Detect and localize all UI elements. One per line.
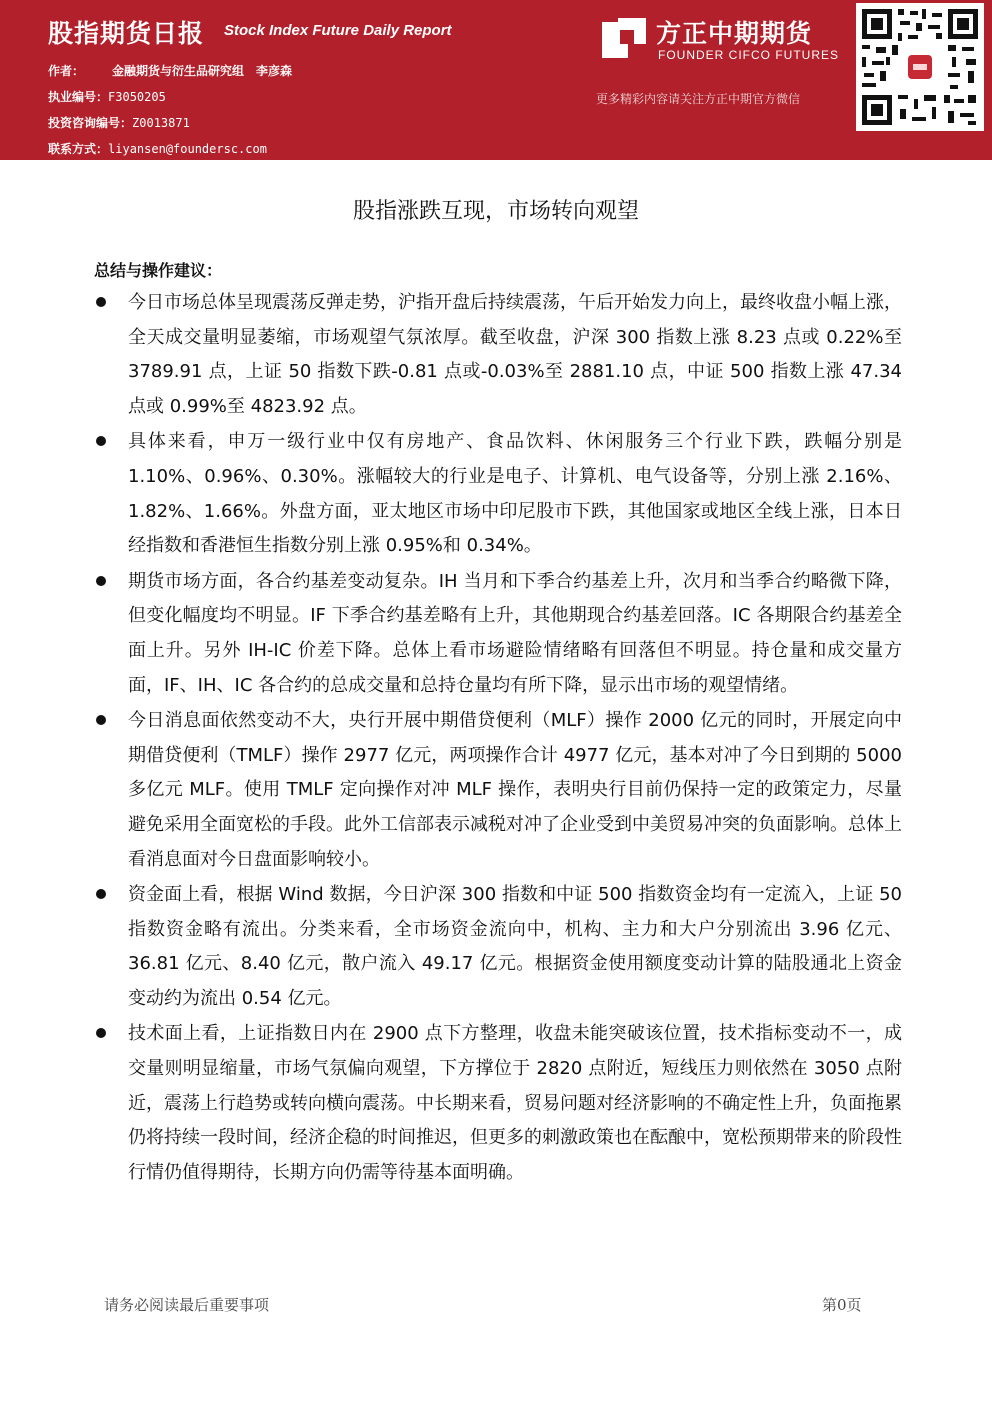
section-heading: 总结与操作建议： (94, 261, 223, 280)
brand-name-cn: 方正中期期货 (656, 19, 813, 48)
bullet-dot-icon (96, 1028, 106, 1038)
report-subtitle: Stock Index Future Daily Report (224, 22, 452, 39)
footer-notice: 请务必阅读最后重要事项 (104, 1296, 270, 1314)
list-item (94, 286, 902, 424)
bullet-text: 期货市场方面，各合约基差变动复杂。IH 当月和下季合约基差上升，次月和当季合约略微下降，但变化幅度均不明显。IF 下季合约基差略有上升，其他期现合约基差回落。IC 各期限合约基差全面上升。另外 IH-IC 价差下降。总体上看市场避险情绪略有回落但不明显。持仓量和成交量方面，IF、IH、IC 各合约的总成交量和总持仓量均有所下降，显示出市场的观望情绪。 (128, 570, 902, 696)
bullet-text: 今日消息面依然变动不大，央行开展中期借贷便利（MLF）操作 2000 亿元的同时，开展定向中期借贷便利（TMLF）操作 2977 亿元，两项操作合计 4977 亿元，基本对冲了今日到期的 5000 多亿元 MLF。使用 TMLF 定向操作对冲 MLF 操作，表明央行目前仍保持一定的政策定力，尽量避免采用全面宽松的手段。此外工信部表示减税对冲了企业受到中美贸易冲突的负面影响。总体上看消息面对今日盘面影响较小。 (128, 710, 902, 870)
list-item (94, 878, 902, 1016)
document-title: 股指涨跌互现，市场转向观望 (352, 199, 639, 224)
list-item (94, 565, 902, 703)
wechat-note: 更多精彩内容请关注方正中期官方微信 (596, 92, 801, 106)
bullet-dot-icon (96, 889, 106, 899)
advisory-label: 投资咨询编号： (48, 116, 133, 130)
license-line (48, 88, 166, 105)
report-header-banner (0, 0, 992, 160)
bullet-text: 具体来看，申万一级行业中仅有房地产、食品饮料、休闲服务三个行业下跌，跌幅分别是 1.10%、0.96%、0.30%。涨幅较大的行业是电子、计算机、电气设备等，分别上涨 2.16%、1.82%、1.66%。外盘方面，亚太地区市场中印尼股市下跌，其他国家或地区全线上涨，日本日经指数和香港恒生指数分别上涨 0.95%和 0.34%。 (128, 431, 902, 557)
advisory-line (48, 114, 190, 131)
advisory-value: Z0013871 (132, 116, 190, 130)
author-label: 作者： (48, 64, 85, 78)
bullet-dot-icon (96, 297, 106, 307)
report-title: 股指期货日报 (48, 19, 205, 48)
bullet-dot-icon (96, 576, 106, 586)
bullet-text: 技术面上看，上证指数日内在 2900 点下方整理，收盘未能突破该位置，技术指标变动不一，成交量则明显缩量，市场气氛偏向观望，下方撑位于 2820 点附近，短线压力则依然在 3050 点附近，震荡上行趋势或转向横向震荡。中长期来看，贸易问题对经济影响的不确定性上升，负面拖累仍将持续一段时间，经济企稳的时间推迟，但更多的刺激政策也在酝酿中，宽松预期带来的阶段性行情仍值得期待，长期方向仍需等待基本面明确。 (128, 1023, 902, 1183)
author-value: 金融期货与衍生品研究组 李彦森 (112, 64, 293, 78)
brand-logo (600, 14, 850, 74)
list-item (94, 704, 902, 877)
license-value: F3050205 (108, 90, 166, 104)
brand-mark-icon (600, 16, 648, 64)
list-item (94, 425, 902, 563)
list-item (94, 1017, 902, 1190)
contact-line (48, 140, 267, 157)
license-label: 执业编号： (48, 90, 109, 104)
summary-bullet-list (94, 286, 902, 1191)
bullet-dot-icon (96, 436, 106, 446)
bullet-text: 资金面上看，根据 Wind 数据，今日沪深 300 指数和中证 500 指数资金均有一定流入，上证 50 指数资金略有流出。分类来看，全市场资金流向中，机构、主力和大户分别流出 3.96 亿元、36.81 亿元、8.40 亿元，散户流入 49.17 亿元。根据资金使用额度变动计算的陆股通北上资金变动约为流出 0.54 亿元。 (128, 884, 902, 1009)
contact-label: 联系方式： (48, 142, 109, 156)
page-number: 第0页 (822, 1296, 862, 1314)
contact-email-link[interactable]: liyansen@foundersc.com (108, 142, 267, 156)
qr-code-icon[interactable] (856, 3, 984, 131)
author-line (48, 62, 292, 79)
brand-name-en: FOUNDER CIFCO FUTURES (658, 48, 839, 62)
qr-code-graphic (856, 3, 984, 131)
bullet-text: 今日市场总体呈现震荡反弹走势，沪指开盘后持续震荡，午后开始发力向上，最终收盘小幅上涨，全天成交量明显萎缩，市场观望气氛浓厚。截至收盘，沪深 300 指数上涨 8.23 点或 0.22%至 3789.91 点，上证 50 指数下跌-0.81 点或-0.03%至 2881.10 点，中证 500 指数上涨 47.34 点或 0.99%至 4823.92 点。 (128, 292, 902, 417)
bullet-dot-icon (96, 715, 106, 725)
